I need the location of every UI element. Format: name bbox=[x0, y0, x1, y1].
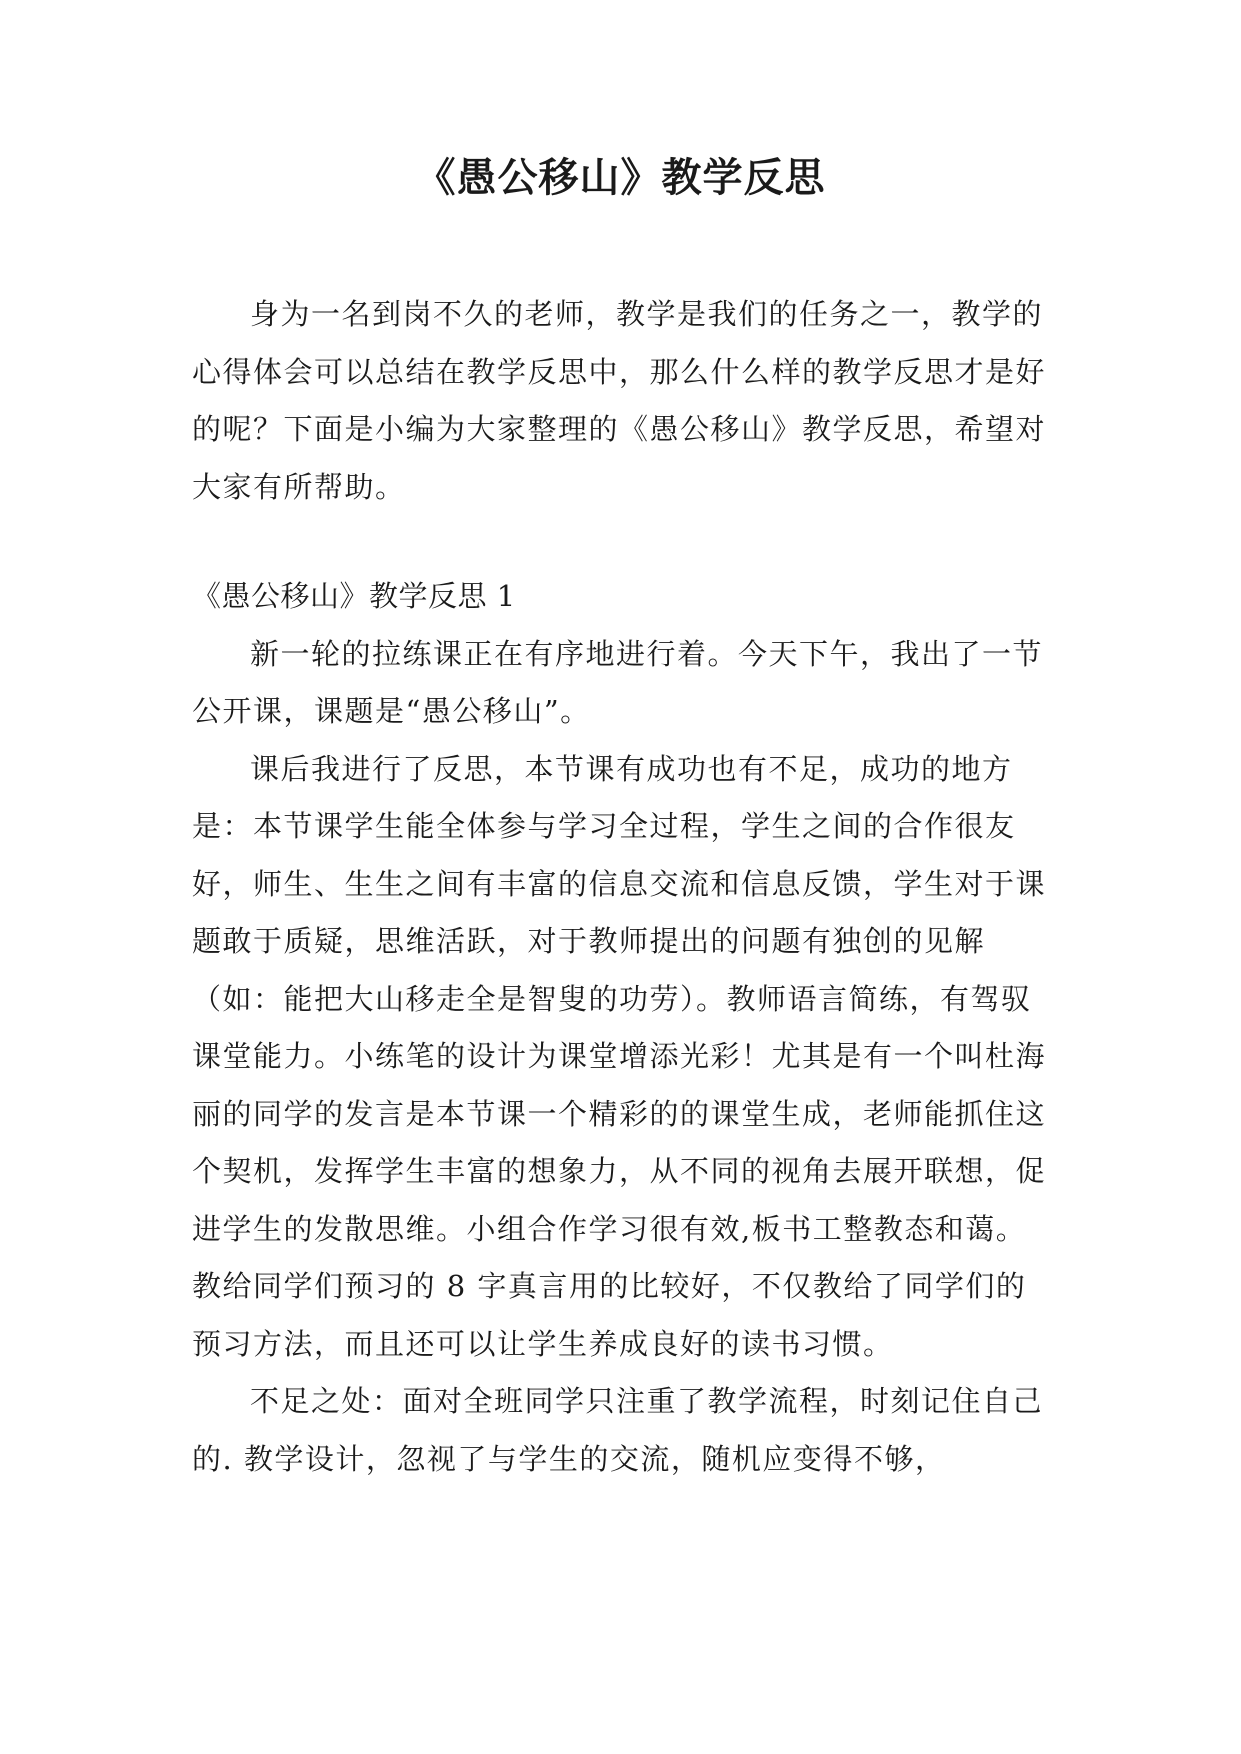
body-paragraph: 课后我进行了反思，本节课有成功也有不足，成功的地方是：本节课学生能全体参与学习全过程，学生之间的合作很友好，师生、生生之间有丰富的信息交流和信息反馈，学生对于课题敢于质疑，思维活跃，对于教师提出的问题有独创的见解（如：能把大山移走全是智叟的功劳）。教师语言简练，有驾驭课堂能力。小练笔的设计为课堂增添光彩！尤其是有一个叫杜海丽的同学的发言是本节课一个精彩的的课堂生成，老师能抓住这个契机，发挥学生丰富的想象力，从不同的视角去展开联想，促进学生的发散思维。小组合作学习很有效,板书工整教态和蔼。教给同学们预习的 8 字真言用的比较好，不仅教给了同学们的预习方法，而且还可以让学生养成良好的读书习惯。 bbox=[192, 751, 1047, 1361]
body-paragraph: 不足之处：面对全班同学只注重了教学流程，时刻记住自己的. 教学设计，忽视了与学生的交流，随机应变得不够， bbox=[192, 1384, 1044, 1476]
document-title: 《愚公移山》教学反思 bbox=[415, 155, 826, 201]
section-heading: 《愚公移山》教学反思 1 bbox=[192, 579, 516, 613]
document-body bbox=[192, 286, 1056, 1488]
body-paragraph: 新一轮的拉练课正在有序地进行着。今天下午，我出了一节公开课，课题是“愚公移山”。 bbox=[192, 636, 1044, 728]
intro-paragraph: 身为一名到岗不久的老师，教学是我们的任务之一，教学的心得体会可以总结在教学反思中，那么什么样的教学反思才是好的呢？下面是小编为大家整理的《愚公移山》教学反思，希望对大家有所帮助。 bbox=[192, 297, 1047, 504]
